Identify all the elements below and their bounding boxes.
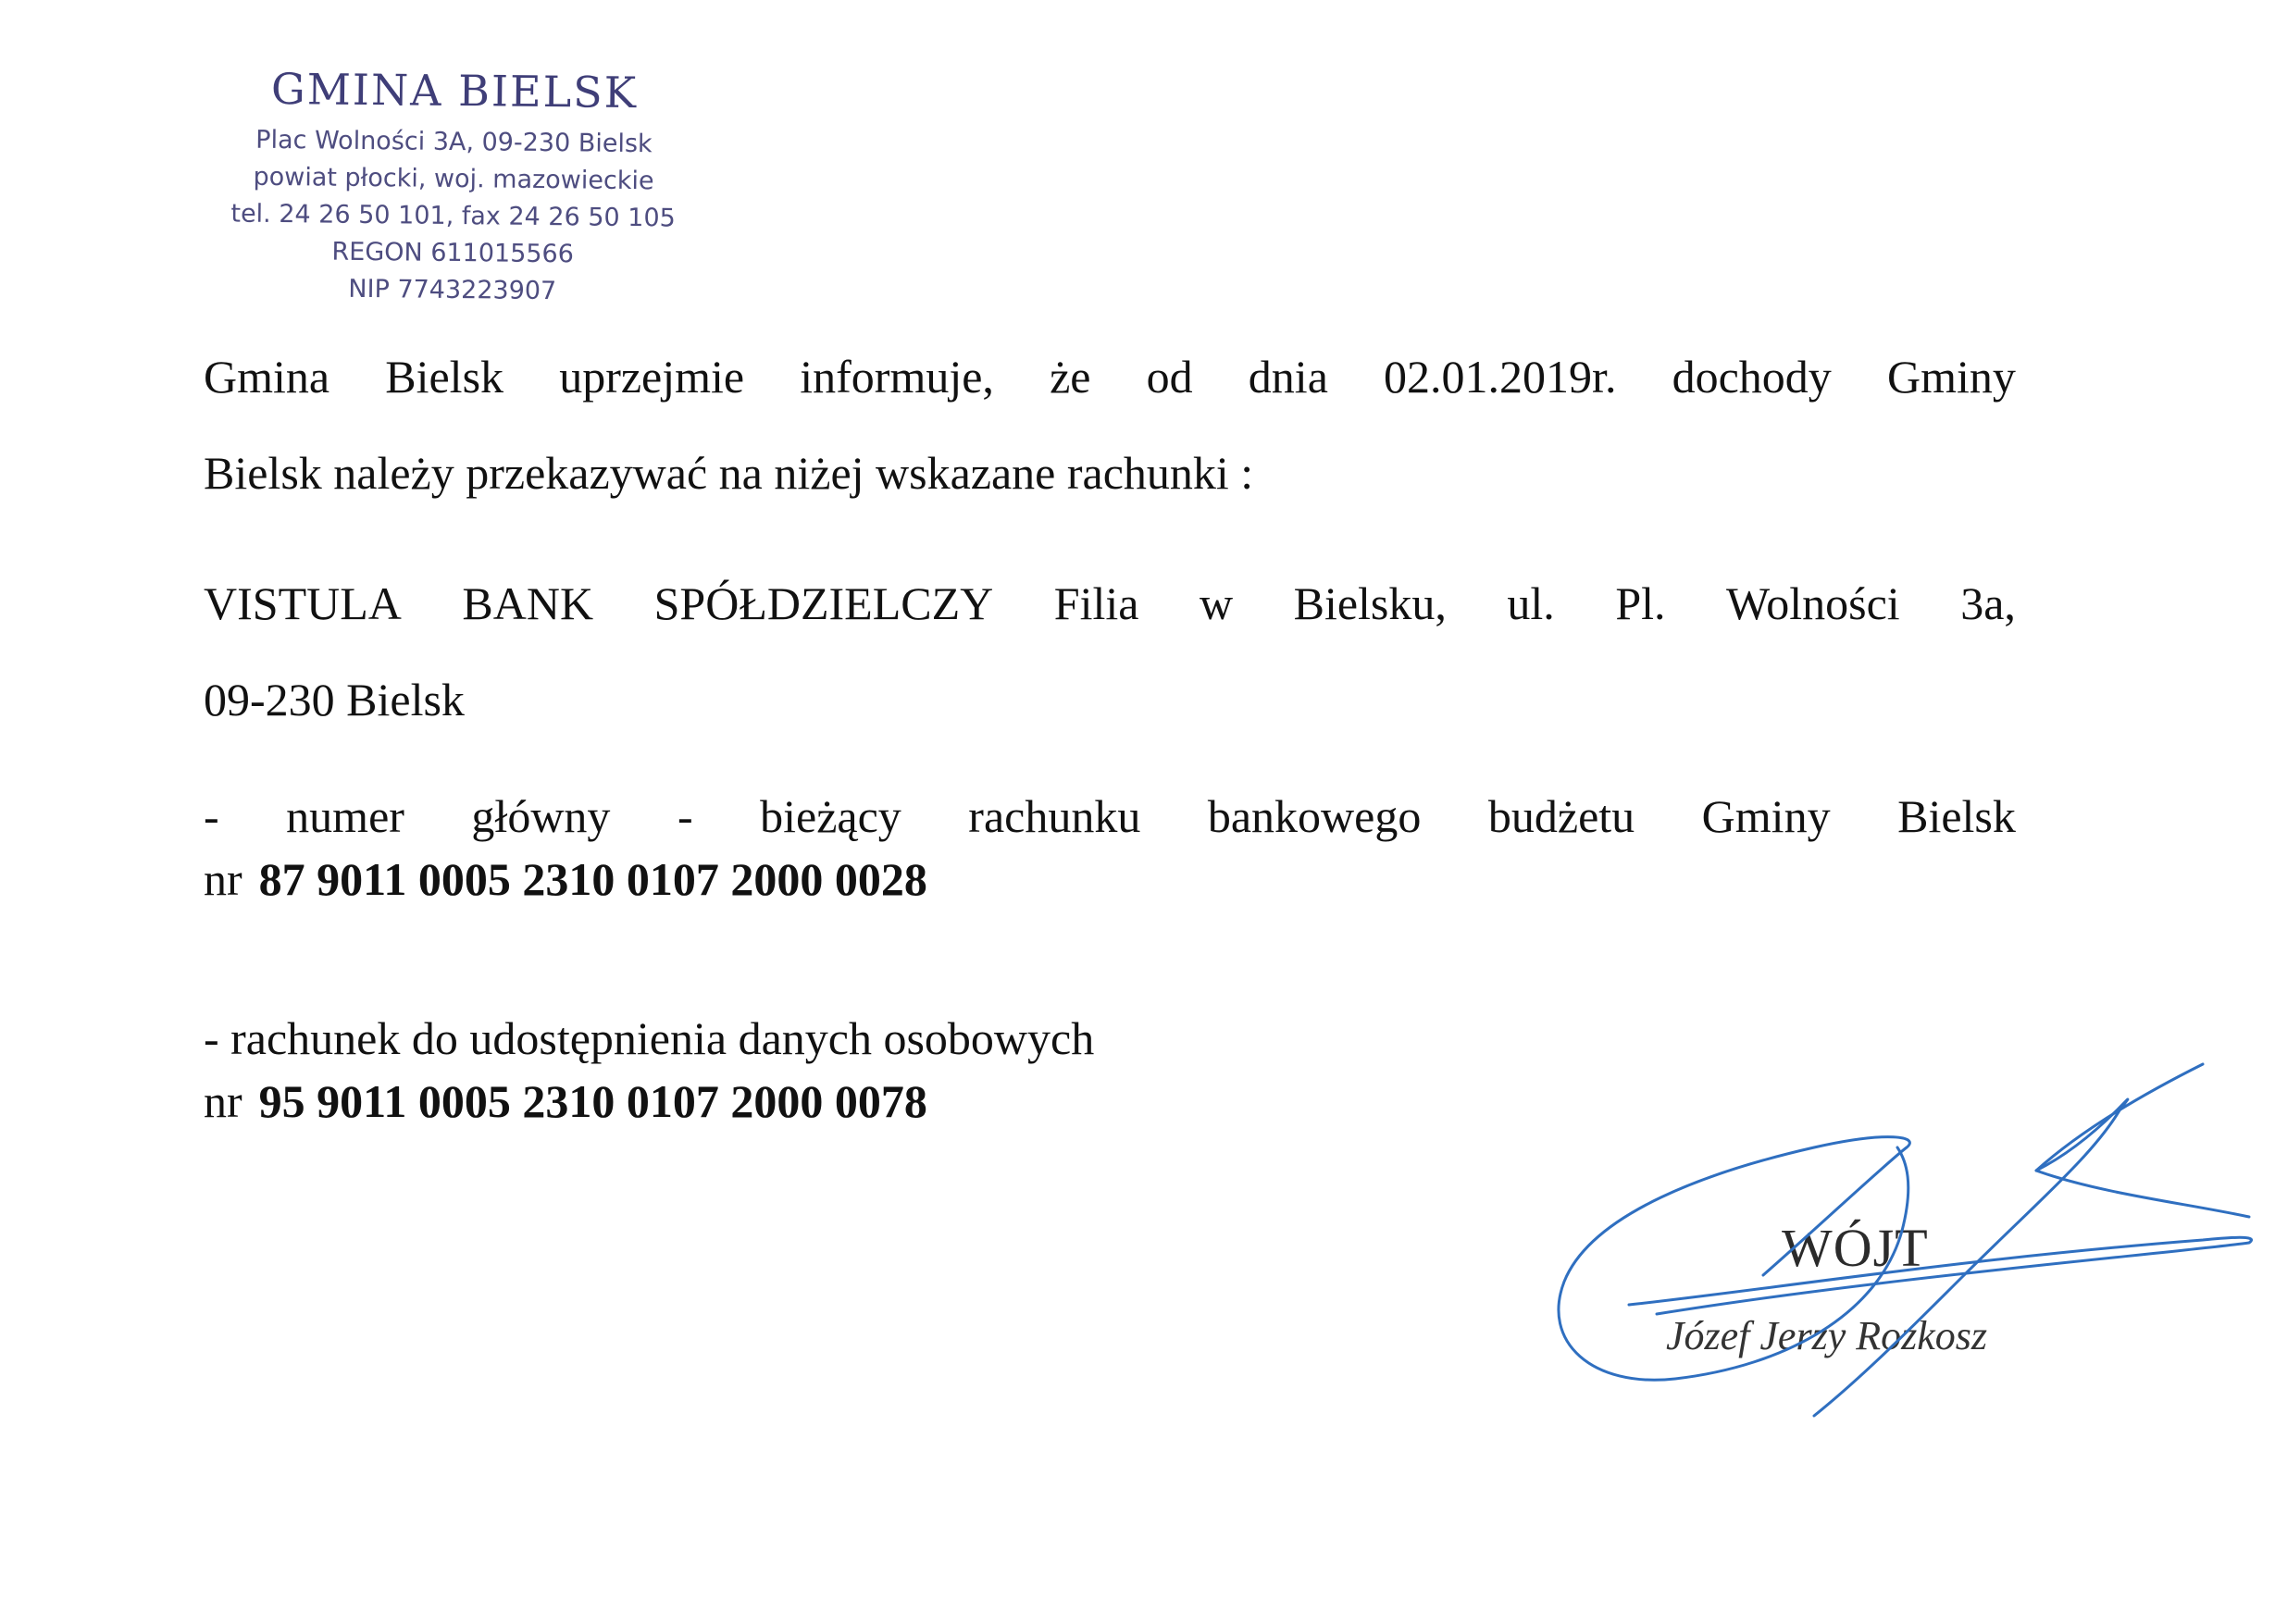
bank-word: Bielsku,: [1293, 577, 1447, 629]
municipality-stamp: [212, 55, 696, 311]
account-1-word: numer: [286, 790, 404, 842]
account-1-word: -: [677, 790, 693, 842]
signature-cross-stroke: [1629, 1237, 2252, 1314]
bank-word: 3a,: [1960, 577, 2016, 629]
intro-word: Bielsk: [385, 351, 504, 403]
intro-word: Gminy: [1886, 351, 2016, 403]
bank-word: VISTULA: [204, 577, 402, 629]
stamp-regon: REGON 611015566: [331, 237, 575, 269]
account-1-line: [204, 848, 2016, 911]
bank-word: BANK: [462, 577, 594, 629]
account-1-number: 87 9011 0005 2310 0107 2000 0028: [258, 853, 927, 905]
intro-word: 02.01.2019r.: [1384, 351, 1617, 403]
signatory-title: WÓJT: [1782, 1218, 1929, 1278]
intro-line-1: [204, 329, 2016, 425]
intro-word: Gmina: [204, 351, 330, 403]
stamp-nip: NIP 7743223907: [348, 274, 557, 306]
account-1-description: [204, 785, 2016, 848]
bank-word: ul.: [1507, 577, 1555, 629]
intro-word: dnia: [1248, 351, 1328, 403]
account-2-prefix: nr: [204, 1075, 242, 1127]
intro-line-2: Bielsk należy przekazywać na niżej wskazane rachunki :: [204, 447, 1254, 499]
signature-upper-stroke: [2036, 1064, 2203, 1171]
bank-word: w: [1199, 577, 1234, 629]
account-2-description: - rachunek do udostępnienia danych osobowych: [204, 1012, 1095, 1064]
account-1-word: bieżący: [760, 790, 901, 842]
bank-word: Pl.: [1615, 577, 1666, 629]
bank-word: SPÓŁDZIELCZY: [653, 577, 994, 629]
account-1-word: budżetu: [1487, 790, 1635, 842]
intro-word: od: [1146, 351, 1193, 403]
stamp-phone: tel. 24 26 50 101, fax 24 26 50 105: [230, 199, 676, 233]
bank-word: Wolności: [1726, 577, 1900, 629]
signatory-name: Józef Jerzy Rozkosz: [1666, 1313, 1988, 1358]
account-1-word: Gminy: [1701, 790, 1831, 842]
stamp-region: powiat płocki, woj. mazowieckie: [253, 162, 654, 196]
stamp-title: GMINA BIELSK: [270, 63, 639, 118]
account-2-number: 95 9011 0005 2310 0107 2000 0078: [258, 1075, 927, 1127]
stamp-address: Plac Wolności 3A, 09-230 Bielsk: [255, 125, 653, 159]
bank-paragraph: [204, 555, 2016, 748]
account-1-word: rachunku: [968, 790, 1141, 842]
bank-word: Filia: [1053, 577, 1139, 629]
account-1-word: główny: [471, 790, 611, 842]
intro-word: że: [1050, 351, 1091, 403]
bank-line-1: [204, 555, 2016, 651]
intro-paragraph: [204, 329, 2016, 521]
account-1-word: bankowego: [1207, 790, 1422, 842]
account-1-word: -: [204, 790, 219, 842]
intro-word: informuje,: [800, 351, 994, 403]
account-1-block: [204, 785, 2016, 911]
account-2-block: [204, 1007, 2016, 1133]
intro-word: dochody: [1672, 351, 1832, 403]
account-1-word: Bielsk: [1897, 790, 2016, 842]
account-1-prefix: nr: [204, 853, 242, 905]
intro-word: uprzejmie: [559, 351, 745, 403]
account-2-line: [204, 1070, 2016, 1133]
bank-line-2: 09-230 Bielsk: [204, 674, 465, 725]
